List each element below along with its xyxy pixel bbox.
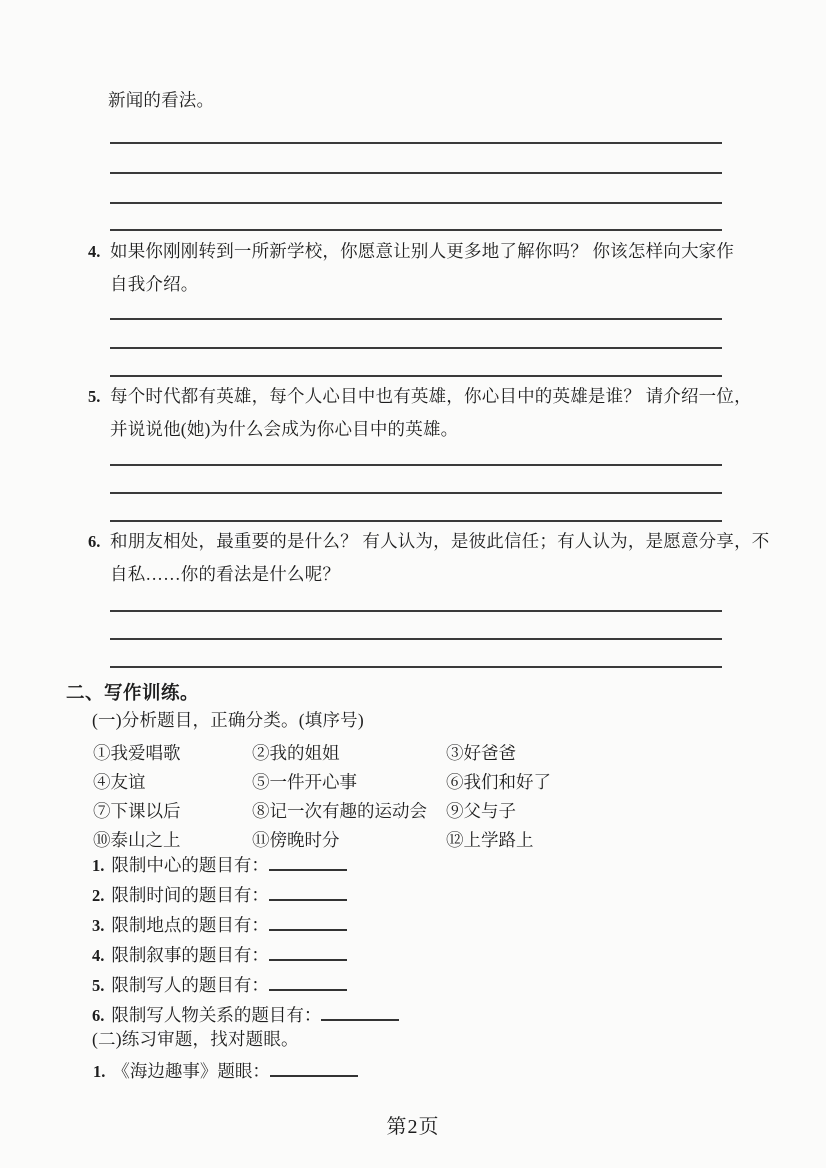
question-text: 限制叙事的题目有： [111, 945, 269, 965]
answer-line [110, 610, 722, 612]
part1-heading: (一)分析题目，正确分类。(填序号) [92, 710, 364, 730]
classification-item: ⑨父与子 [446, 801, 516, 821]
answer-line [110, 318, 722, 320]
classification-item: ⑤一件开心事 [252, 772, 357, 792]
answer-blank [270, 1060, 358, 1077]
answer-blank [269, 884, 347, 901]
question-text: 限制地点的题目有： [111, 915, 269, 935]
question-text: 《海边趣事》题眼： [112, 1061, 270, 1081]
classification-item: ④友谊 [93, 772, 146, 792]
answer-line [110, 492, 722, 494]
classification-item: ②我的姐姐 [252, 743, 340, 763]
classification-item: ⑩泰山之上 [93, 830, 181, 850]
classification-item: ⑥我们和好了 [446, 772, 551, 792]
fill-in-question [93, 1058, 358, 1083]
fill-in-question [92, 1002, 399, 1027]
question-number: 2. [92, 886, 105, 905]
question-number: 4. [88, 242, 101, 261]
classification-item: ⑪傍晚时分 [252, 830, 340, 850]
section-title: 二、写作训练。 [66, 684, 200, 704]
answer-line [110, 666, 722, 668]
question-number: 4. [92, 946, 105, 965]
fill-in-question [92, 852, 347, 877]
question-number: 5. [88, 387, 101, 406]
question-number: 5. [92, 976, 105, 995]
answer-blank [269, 944, 347, 961]
fill-in-question [92, 942, 347, 967]
question-number: 1. [93, 1062, 106, 1081]
classification-item: ③好爸爸 [446, 743, 516, 763]
question-text: 限制中心的题目有： [111, 855, 269, 875]
question-number: 6. [92, 1006, 105, 1025]
question-text-line: 和朋友相处，最重要的是什么？ 有人认为，是彼此信任；有人认为，是愿意分享，不 [110, 531, 770, 551]
answer-blank [269, 854, 347, 871]
page-number: 第2页 [386, 1116, 440, 1138]
answer-line [110, 142, 722, 144]
fill-in-question [92, 882, 347, 907]
answer-line [110, 202, 722, 204]
classification-item: ⑫上学路上 [446, 830, 534, 850]
answer-line [110, 229, 722, 231]
classification-item: ⑧记一次有趣的运动会 [252, 801, 427, 821]
answer-blank [269, 974, 347, 991]
classification-item: ⑦下课以后 [93, 801, 181, 821]
answer-blank [321, 1004, 399, 1021]
answer-line [110, 464, 722, 466]
question-text-line: 自私……你的看法是什么呢？ [110, 564, 341, 584]
part2-heading: (二)练习审题，找对题眼。 [92, 1029, 299, 1049]
answer-blank [269, 914, 347, 931]
question-text-line: 自我介绍。 [110, 274, 199, 294]
answer-line [110, 520, 722, 522]
answer-line [110, 375, 722, 377]
classification-item: ①我爱唱歌 [93, 743, 181, 763]
fill-in-question [92, 972, 347, 997]
answer-line [110, 347, 722, 349]
question-text-line: 并说说他(她)为什么会成为你心目中的英雄。 [110, 419, 459, 439]
question-text: 限制时间的题目有： [111, 885, 269, 905]
question-text: 限制写人的题目有： [111, 975, 269, 995]
question-number: 6. [88, 532, 101, 551]
fill-in-question [92, 912, 347, 937]
question-number: 1. [92, 856, 105, 875]
carryover-text: 新闻的看法。 [108, 90, 215, 110]
answer-line [110, 638, 722, 640]
question-text-line: 每个时代都有英雄，每个人心目中也有英雄，你心目中的英雄是谁？ 请介绍一位， [110, 386, 752, 406]
question-number: 3. [92, 916, 105, 935]
question-text: 限制写人物关系的题目有： [111, 1005, 322, 1025]
answer-line [110, 172, 722, 174]
question-text-line: 如果你刚刚转到一所新学校，你愿意让别人更多地了解你吗？ 你该怎样向大家作 [110, 241, 735, 261]
